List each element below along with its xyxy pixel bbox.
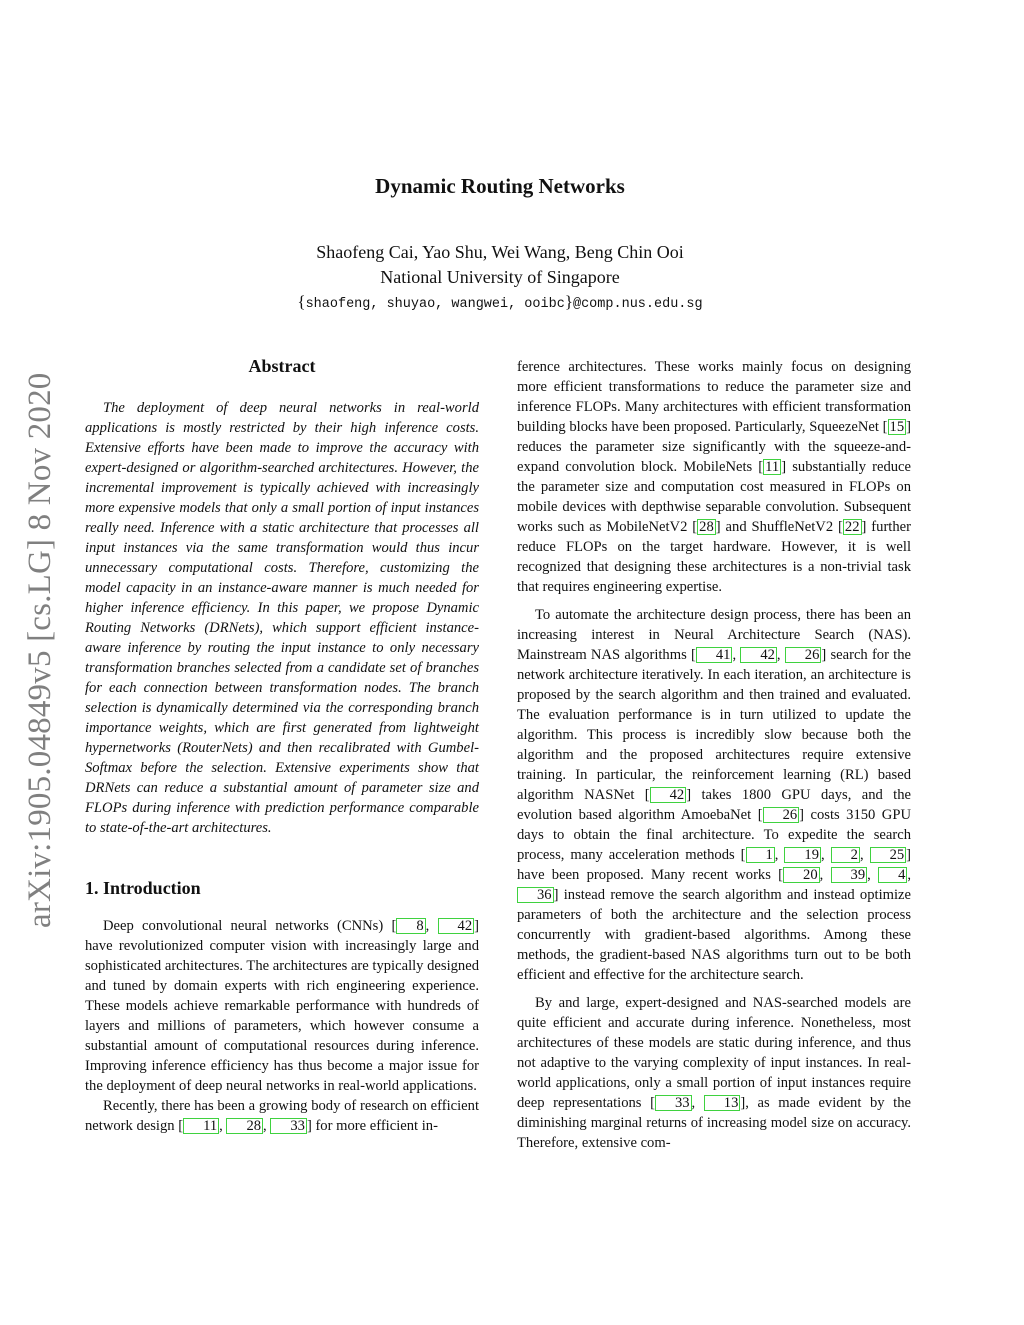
text-run: , (425, 918, 438, 934)
text-run: , (263, 1118, 271, 1134)
author-names: Shaofeng Cai, Yao Shu, Wei Wang, Beng Chin Ooi (316, 242, 684, 262)
citation-link[interactable]: 42 (438, 918, 475, 934)
introduction-heading: 1. Introduction (85, 878, 201, 898)
citation-link[interactable]: 11 (183, 1118, 219, 1134)
citation-link[interactable]: 28 (226, 1118, 263, 1134)
abstract-text: The deployment of deep neural networks in real-world applications is mostly restricted by their high inference costs. Extensive efforts have been made to improve the accuracy with expert-designed or algorithm-searched architectures. However, the incremental improvement is typically achieved with increasingly more expensive models that only a small portion of input instances really need. Inference with a static architecture that processes all input instances via the same transformation would thus incur unnecessary computational costs. Therefore, customizing the model capacity in an instance-aware manner is much needed for higher inference efficiency. In this paper, we propose Dynamic Routing Networks (DRNets), which support efficient instance-aware inference by routing the input instance to only necessary transformation branches selected from a candidate set of branches for each connection between transformation nodes. The branch selection is dynamically determined via the corresponding branch importance weights, which are first generated from lightweight hypernetworks (RouterNets) and then recalibrated with Gumbel-Softmax before the selection. Extensive experiments show that DRNets can reduce a substantial amount of parameter size and FLOPs during inference with prediction performance comparable to state-of-the-art architectures. (85, 400, 479, 836)
text-run: ] search for the network architecture iteratively. In each iteration, an architecture is proposed by the search algorithm and then trained and evaluated. The evaluation performance is in turn utilized to update the algorithm. This process is incredibly slow because both the algorithm and the proposed architectures require extensive training. In particular, the reinforcement learning (RL) based algorithm NASNet [ (517, 647, 912, 803)
text-run: ] further reduce FLOPs on the target hardware. However, it is well recognized that designing these architectures is a non-trivial task that requires engineering expertise. (517, 519, 911, 595)
right-paragraph-3 (517, 993, 911, 1153)
text-run: , (907, 867, 912, 883)
text-run: ference architectures. These works mainly focus on designing more efficient transformations to reduce the parameter size and inference FLOPs. Many architectures with efficient transformation building blocks have been proposed. Particularly, SqueezeNet [ (517, 359, 911, 435)
citation-link[interactable]: 26 (785, 647, 822, 663)
text-run: , (821, 847, 831, 863)
text-run: , (776, 647, 785, 663)
email-names: shaofeng, shuyao, wangwei, ooibc (305, 297, 565, 312)
citation-link[interactable]: 42 (650, 787, 687, 803)
text-run: ] reduces the parameter size significantly with the squeeze-and-expand convolution block. MobileNets [ (517, 419, 911, 475)
right-column (517, 357, 911, 1153)
text-run: , (691, 1095, 704, 1111)
email-close-brace: } (564, 292, 573, 311)
text-run: ] have revolutionized computer vision with increasingly large and sophisticated architectures. The architectures are typically designed and tuned by domain experts with rich engineering experience. These models achieve remarkable performance with hundreds of layers and millions of parameters, which however consume a substantial amount of computational resources during inference. Improving inference efficiency has thus become a major issue for the deployment of deep neural networks in real-world applications. (85, 918, 480, 1094)
citation-link[interactable]: 8 (396, 918, 425, 934)
text-run: ] takes 1800 GPU days, and the evolution based algorithm AmoebaNet [ (517, 787, 911, 823)
email-domain: @comp.nus.edu.sg (572, 297, 703, 312)
text-run: To automate the architecture design process, there has been an increasing interest in Neural Architecture Search (NAS). Mainstream NAS algorithms [ (517, 607, 911, 663)
text-run: , (819, 867, 831, 883)
intro-paragraph-1 (85, 916, 479, 1096)
abstract-heading: Abstract (248, 356, 316, 376)
intro-paragraph-2 (85, 1096, 479, 1136)
citation-link[interactable]: 20 (783, 867, 820, 883)
text-run: ] have been proposed. Many recent works [ (517, 847, 912, 883)
arxiv-identifier: arXiv:1905.04849v5 [cs.LG] 8 Nov 2020 (22, 372, 58, 928)
citation-link[interactable]: 33 (655, 1095, 692, 1111)
text-run: ], as made evident by the diminishing marginal returns of increasing model size on accuracy. Therefore, extensive com- (517, 1095, 912, 1151)
citation-link[interactable]: 4 (878, 867, 907, 883)
citation-link[interactable]: 11 (765, 459, 780, 475)
citation-link[interactable]: 25 (870, 847, 907, 863)
citation-link[interactable]: 15 (889, 419, 905, 435)
text-run: Deep convolutional neural networks (CNNs) [ (103, 918, 397, 934)
text-run: , (732, 647, 741, 663)
text-run: ] costs 3150 GPU days to obtain the final architecture. To expedite the search process, many acceleration methods [ (517, 807, 912, 863)
citation-link[interactable]: 13 (704, 1095, 741, 1111)
text-run: ] for more efficient in- (306, 1118, 438, 1134)
citation-link[interactable]: 39 (831, 867, 868, 883)
citation-link[interactable]: 41 (696, 647, 733, 663)
citation-link[interactable]: 26 (763, 807, 800, 823)
author-block (0, 240, 1000, 290)
citation-link[interactable]: 1 (746, 847, 775, 863)
citation-link[interactable]: 28 (699, 519, 714, 535)
text-run: , (867, 867, 879, 883)
citation-link[interactable]: 22 (844, 519, 860, 535)
text-run: , (774, 847, 785, 863)
author-emails (0, 292, 1000, 312)
right-paragraph-2 (517, 605, 911, 985)
text-run: ] instead remove the search algorithm and instead optimize parameters of both the architecture and the selection process concurrently with gradient-based algorithms. Among these methods, the gradient-based NAS algorithms turn out to be both efficient and effective for the architecture search. (517, 887, 911, 983)
citation-link[interactable]: 33 (270, 1118, 307, 1134)
citation-link[interactable]: 36 (517, 887, 554, 903)
citation-link[interactable]: 2 (831, 847, 860, 863)
text-run: ] and ShuffleNetV2 [ (715, 519, 843, 535)
right-paragraph-1 (517, 357, 911, 597)
text-run: By and large, expert-designed and NAS-searched models are quite efficient and accurate during inference. Nonetheless, most architectures of these models are static during inference, and thus not adaptive to the varying complexity of input instances. In real-world applications, only a small portion of input instances require deep representations [ (517, 995, 911, 1111)
text-run: , (859, 847, 870, 863)
text-run: Recently, there has been a growing body of research on efficient network design [ (85, 1098, 479, 1134)
affiliation: National University of Singapore (380, 267, 620, 287)
paper-title: Dynamic Routing Networks (375, 174, 625, 198)
email-open-brace: { (297, 292, 306, 311)
citation-link[interactable]: 42 (740, 647, 777, 663)
text-run: ] substantially reduce the parameter size and computation cost measured in FLOPs on mobile devices with depthwise separable convolution. Subsequent works such as MobileNetV2 [ (517, 459, 911, 535)
text-run: , (219, 1118, 227, 1134)
left-column (85, 356, 479, 1136)
citation-link[interactable]: 19 (784, 847, 821, 863)
